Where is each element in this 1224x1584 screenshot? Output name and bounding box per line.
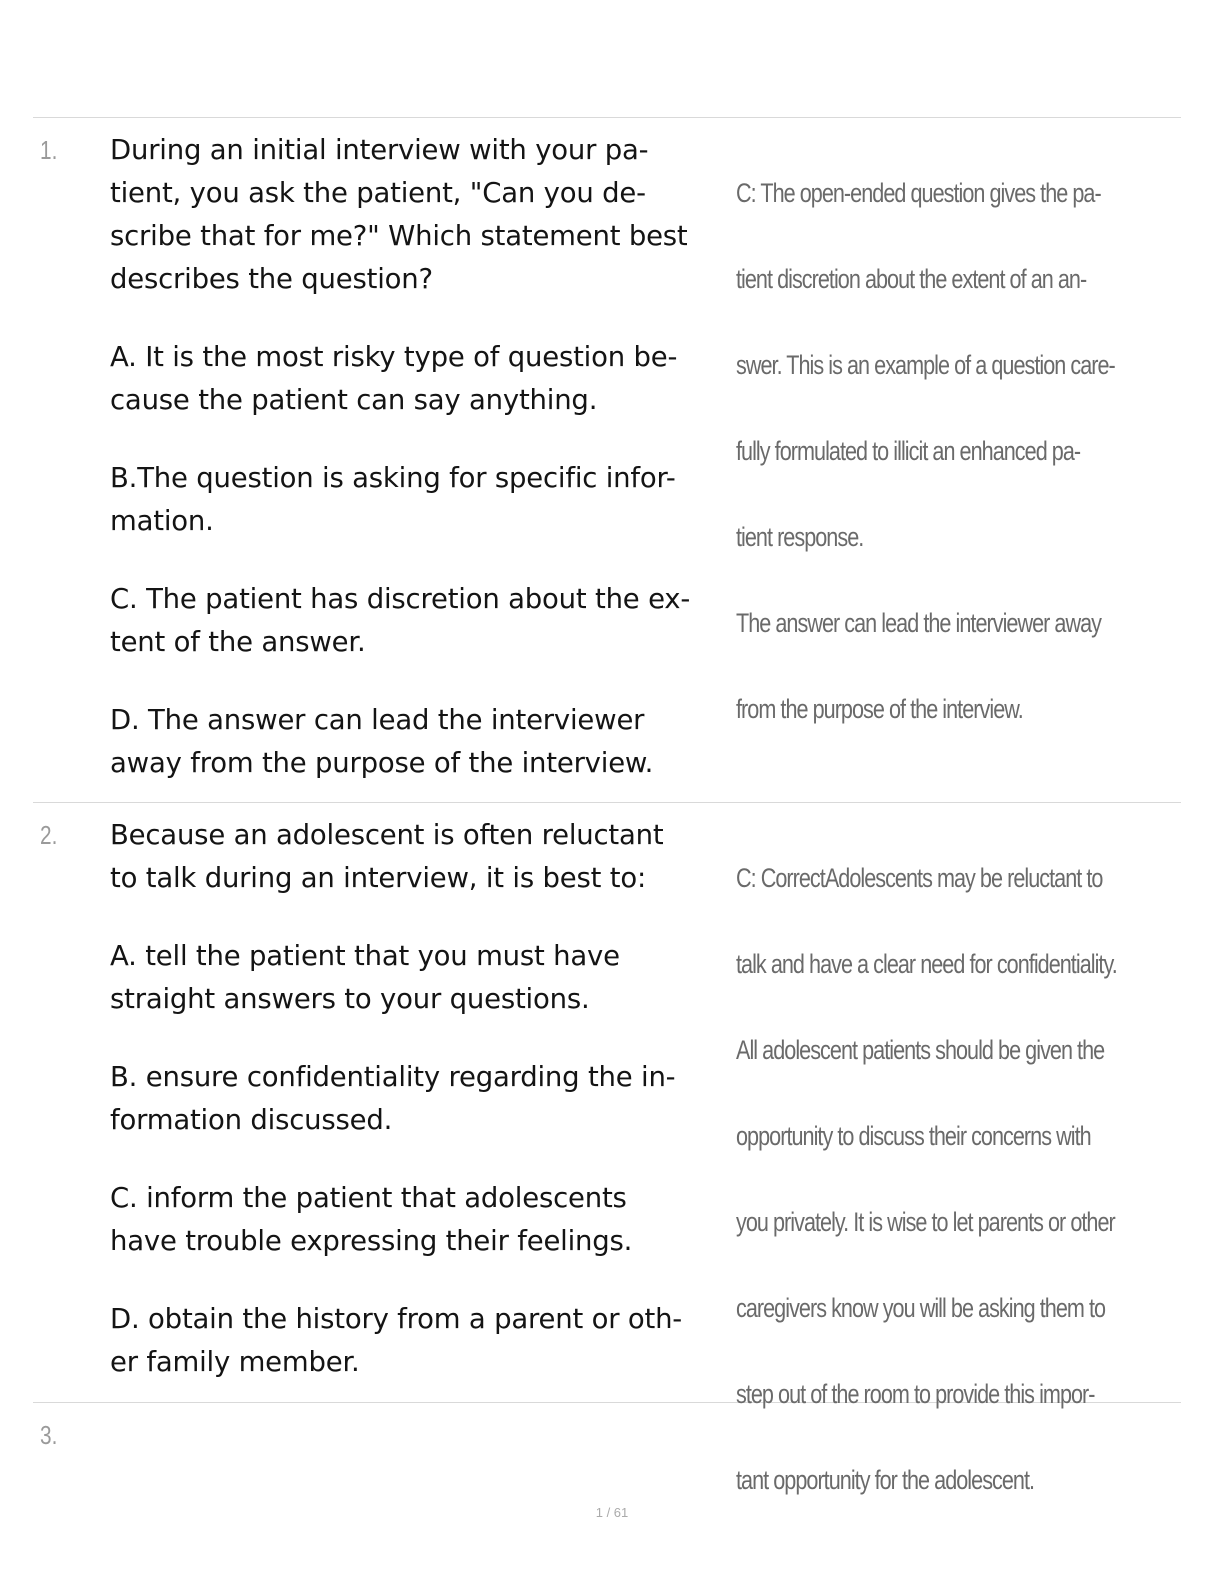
answer-line: tient discretion about the extent of an an- (736, 264, 1087, 294)
answer-line: tant opportunity for the adolescent. (736, 1465, 1035, 1495)
question-number: 1. (40, 135, 58, 165)
answer-line: swer. This is an example of a question care- (736, 350, 1115, 380)
question-block-2 (110, 814, 730, 1384)
question-divider-1 (33, 802, 1181, 803)
answer-line: C: The open-ended question gives the pa- (736, 178, 1101, 208)
answer-line: from the purpose of the interview. (736, 694, 1023, 724)
answer-line: C: CorrectAdolescents may be reluctant to (736, 863, 1103, 893)
question-stem: During an initial interview with your pa- tient, you ask the patient, "Can you de- scribe that for me?" Which statement best describes the question? (110, 134, 688, 295)
option-b: B.The question is asking for specific infor- mation. (110, 462, 676, 537)
option-b: B. ensure confidentiality regarding the in- formation discussed. (110, 1061, 676, 1136)
question-number: 3. (40, 1420, 58, 1450)
question-stem: Because an adolescent is often reluctant to talk during an interview, it is best to: (110, 819, 664, 894)
answer-line: The answer can lead the interviewer away (736, 608, 1102, 638)
question-block-1 (110, 129, 730, 785)
answer-line: opportunity to discuss their concerns with (736, 1121, 1091, 1151)
question-number: 2. (40, 820, 58, 850)
answer-line: talk and have a clear need for confidentiality. (736, 949, 1117, 979)
option-c: C. inform the patient that adolescents have trouble expressing their feelings. (110, 1182, 633, 1257)
top-divider (33, 117, 1181, 118)
page-indicator: 1 / 61 (595, 1505, 629, 1520)
option-a: A. It is the most risky type of question be- cause the patient can say anything. (110, 341, 678, 416)
option-d: D. The answer can lead the interviewer away from the purpose of the interview. (110, 704, 654, 779)
answer-line: step out of the room to provide this impor- (736, 1379, 1095, 1409)
option-a: A. tell the patient that you must have straight answers to your questions. (110, 940, 620, 1015)
answer-line: fully formulated to illicit an enhanced pa- (736, 436, 1081, 466)
answer-explanation-2 (736, 814, 1117, 1545)
answer-line: caregivers know you will be asking them to (736, 1293, 1106, 1323)
answer-line: you privately. It is wise to let parents or other (736, 1207, 1115, 1237)
option-c: C. The patient has discretion about the ex- tent of the answer. (110, 583, 691, 658)
answer-explanation-1 (736, 129, 1115, 774)
answer-line: All adolescent patients should be given the (736, 1035, 1105, 1065)
option-d: D. obtain the history from a parent or oth- er family member. (110, 1303, 683, 1378)
answer-line: tient response. (736, 522, 864, 552)
